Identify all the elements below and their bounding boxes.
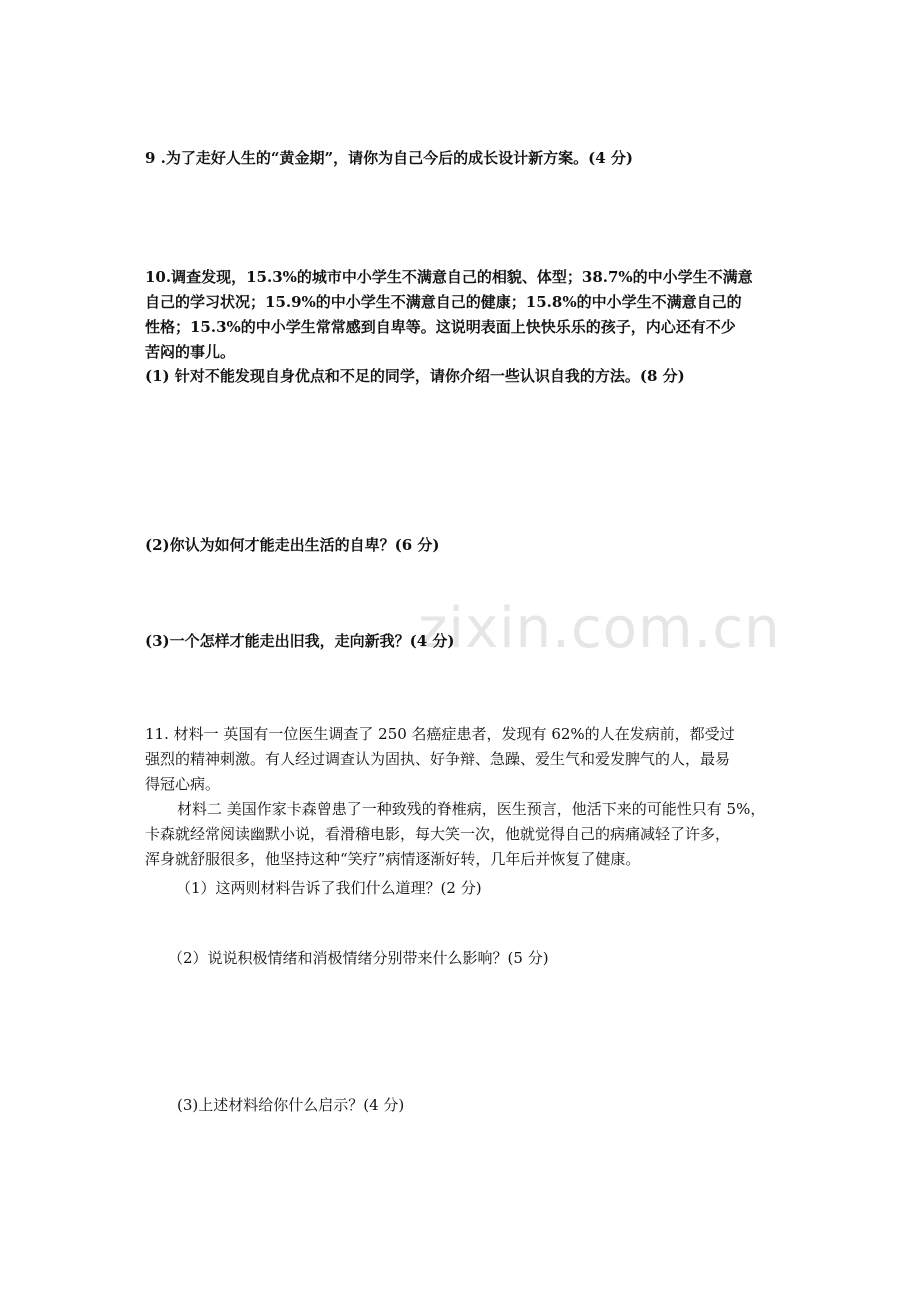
question-11-material-1-line-2: 强烈的精神刺激。有人经过调查认为固执、好争辩、急躁、爱生气和爱发脾气的人，最易	[145, 750, 731, 768]
question-11-material-1-line-1: 11. 材料一 英国有一位医生调查了 250 名癌症患者，发现有 62%的人在发病前，都受过	[145, 725, 735, 743]
question-11-material-1-line-3: 得冠心病。	[145, 775, 221, 793]
question-10-stem-line-4: 苦闷的事儿。	[145, 343, 236, 361]
question-10-sub-1: (1) 针对不能发现自身优点和不足的同学，请你介绍一些认识自我的方法。(8 分)	[145, 367, 685, 385]
question-10-stem-line-1: 10.调查发现，15.3%的城市中小学生不满意自己的相貌、体型；38.7%的中小学生不满意	[145, 268, 753, 286]
question-11-sub-1: （1）这两则材料告诉了我们什么道理？(2 分)	[176, 879, 482, 897]
watermark-text: zixin.com.cn	[418, 596, 781, 661]
question-9-text: 9 .为了走好人生的“黄金期”，请你为自己今后的成长设计新方案。(4 分)	[145, 149, 633, 167]
question-10-sub-3: (3)一个怎样才能走出旧我，走向新我？(4 分)	[145, 632, 455, 650]
question-10-sub-2: (2)你认为如何才能走出生活的自卑？(6 分)	[145, 536, 440, 554]
question-11-sub-2: （2）说说积极情绪和消极情绪分别带来什么影响？(5 分)	[168, 949, 549, 967]
question-11-material-2-line-3: 浑身就舒服很多，他坚持这种“笑疗”病情逐渐好转，几年后并恢复了健康。	[145, 850, 641, 868]
question-11-material-2-line-1: 材料二 美国作家卡森曾患了一种致残的脊椎病，医生预言，他活下来的可能性只有 5%，	[177, 800, 766, 818]
question-11-material-2-line-2: 卡森就经常阅读幽默小说，看滑稽电影，每大笑一次，他就觉得自己的病痛减轻了许多，	[145, 825, 731, 843]
question-11-sub-3: (3)上述材料给你什么启示？(4 分)	[177, 1096, 405, 1114]
question-10-stem-line-3: 性格；15.3%的中小学生常常感到自卑等。这说明表面上快快乐乐的孩子，内心还有不少	[145, 318, 736, 336]
question-10-stem-line-2: 自己的学习状况；15.9%的中小学生不满意自己的健康；15.8%的中小学生不满意自己的	[145, 293, 742, 311]
